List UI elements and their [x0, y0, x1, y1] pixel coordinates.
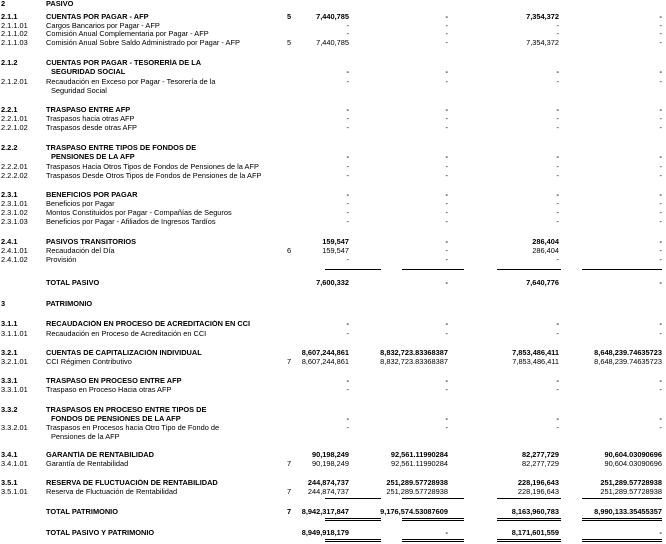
double-underline	[402, 539, 464, 542]
underline	[582, 498, 662, 499]
row-code: 2.1.2.01	[1, 78, 28, 86]
row-v3: -	[556, 163, 559, 171]
row-v2: 251,289.57728938	[386, 479, 448, 487]
row-code: 2.3.1.01	[1, 200, 28, 208]
row-v2: 8,832,723.83368387	[380, 358, 448, 366]
row-v3: -	[556, 200, 559, 208]
row-v3: 82,277,729	[522, 460, 559, 468]
row-v1: 90,198,249	[312, 451, 349, 459]
row-code: 3.4.1.01	[1, 460, 28, 468]
row-v3: -	[556, 218, 559, 226]
row-code: 2.2.1.01	[1, 115, 28, 123]
row-desc: TRASPASOS EN PROCESO ENTRE TIPOS DE	[46, 406, 207, 414]
row-desc: TOTAL PASIVO	[46, 279, 100, 287]
row-desc: TRASPASO ENTRE TIPOS DE FONDOS DE	[46, 144, 197, 152]
row-v4: -	[659, 247, 662, 255]
row-desc: Garantía de Rentabilidad	[46, 460, 129, 468]
double-underline	[497, 518, 561, 521]
table-row	[0, 330, 666, 339]
table-row	[0, 320, 666, 329]
row-code: 2.4.1.02	[1, 256, 28, 264]
row-v2: -	[445, 191, 448, 199]
double-underline	[325, 539, 381, 542]
row-code: 3.2.1.01	[1, 358, 28, 366]
row-v3: -	[556, 115, 559, 123]
row-v1: 8,942,317,847	[301, 508, 349, 516]
table-row	[0, 78, 666, 87]
row-desc: Traspasos en Procesos hacia Otro Tipo de Fondo de	[46, 424, 220, 432]
row-v2: -	[445, 163, 448, 171]
row-code: 3.4.1	[1, 451, 18, 459]
row-v1: -	[346, 22, 349, 30]
row-v3: -	[556, 172, 559, 180]
table-row	[0, 358, 666, 367]
row-v2: -	[445, 68, 448, 76]
double-underline	[497, 539, 561, 542]
table-row	[0, 39, 666, 48]
row-v2: -	[445, 529, 448, 537]
row-note: 7	[287, 508, 292, 516]
table-row	[0, 59, 666, 68]
row-desc: TOTAL PASIVO Y PATRIMONIO	[46, 529, 155, 537]
row-v3: -	[556, 106, 559, 114]
row-desc: Comisión Anual Sobre Saldo Administrado por Pagar - AFP	[46, 39, 240, 47]
row-v4: -	[659, 172, 662, 180]
row-desc: Beneficios por Pagar	[46, 200, 115, 208]
table-row	[0, 406, 666, 415]
table-row	[0, 153, 666, 162]
row-desc: Reserva de Fluctuación de Rentabilidad	[46, 488, 178, 496]
row-v1: -	[346, 330, 349, 338]
row-desc: SEGURIDAD SOCIAL	[51, 68, 126, 76]
row-v2: -	[445, 124, 448, 132]
table-row	[0, 508, 666, 517]
row-desc: TRASPASO ENTRE AFP	[46, 106, 131, 114]
row-v4: -	[659, 377, 662, 385]
row-desc: Traspasos hacia otras AFP	[46, 115, 135, 123]
row-note: 7	[287, 460, 292, 468]
row-v2: -	[445, 256, 448, 264]
row-v4: 8,648,239.74635723	[594, 358, 662, 366]
table-row	[0, 87, 666, 96]
row-code: 2.4.1	[1, 238, 18, 246]
row-desc: CCI Régimen Contributivo	[46, 358, 132, 366]
row-code: 2.2.1	[1, 106, 18, 114]
double-underline	[325, 518, 381, 521]
row-v1: -	[346, 115, 349, 123]
row-desc: Recaudación en Exceso por Pagar - Tesorería de la	[46, 78, 216, 86]
row-v3: -	[556, 256, 559, 264]
row-v3: -	[556, 415, 559, 423]
row-v4: -	[659, 238, 662, 246]
row-note: 5	[287, 13, 292, 21]
underline	[402, 269, 464, 270]
row-desc: BENEFICIOS POR PAGAR	[46, 191, 138, 199]
row-v3: 82,277,729	[522, 451, 559, 459]
table-row	[0, 279, 666, 288]
row-v2: -	[445, 22, 448, 30]
table-row	[0, 424, 666, 433]
row-v4: -	[659, 424, 662, 432]
row-desc: Cargos Bancarios por Pagar - AFP	[46, 22, 160, 30]
row-v3: 7,640,776	[526, 279, 559, 287]
row-v4: -	[659, 529, 662, 537]
row-code: 3.3.1	[1, 377, 18, 385]
row-v2: -	[445, 115, 448, 123]
row-v2: -	[445, 200, 448, 208]
row-code: 3.5.1.01	[1, 488, 28, 496]
row-v4: 251,289.57728938	[600, 488, 662, 496]
table-row	[0, 433, 666, 442]
table-row	[0, 386, 666, 395]
row-desc: Comisión Anual Complementaria por Pagar - AFP	[46, 30, 209, 38]
row-v4: -	[659, 153, 662, 161]
underline	[325, 498, 381, 499]
table-row	[0, 300, 666, 309]
row-v3: -	[556, 424, 559, 432]
row-desc: RESERVA DE FLUCTUACIÓN DE RENTABILIDAD	[46, 479, 218, 487]
row-v1: -	[346, 424, 349, 432]
row-desc: RECAUDACIÓN EN PROCESO DE ACREDITACIÓN EN CCI	[46, 320, 251, 328]
row-v3: 7,354,372	[526, 39, 559, 47]
table-row	[0, 415, 666, 424]
row-v1: 159,547	[322, 238, 349, 246]
row-v4: -	[659, 115, 662, 123]
row-v3: -	[556, 377, 559, 385]
row-v1: -	[346, 200, 349, 208]
table-row	[0, 460, 666, 469]
table-row	[0, 106, 666, 115]
row-code: 3.3.1.01	[1, 386, 28, 394]
row-code: 2.2.1.02	[1, 124, 28, 132]
row-v4: -	[659, 256, 662, 264]
table-row	[0, 172, 666, 181]
row-v1: -	[346, 172, 349, 180]
row-v4: 8,990,133.35455357	[594, 508, 662, 516]
row-v1: -	[346, 415, 349, 423]
row-v1: 8,607,244,861	[301, 349, 349, 357]
row-v2: -	[445, 377, 448, 385]
row-v2: -	[445, 153, 448, 161]
row-desc: Recaudación del Día	[46, 247, 115, 255]
row-code: 2.3.1.02	[1, 209, 28, 217]
double-underline	[582, 539, 662, 542]
row-v1: -	[346, 209, 349, 217]
row-v4: -	[659, 279, 662, 287]
row-desc: Traspasos desde otras AFP	[46, 124, 137, 132]
row-v2: -	[445, 13, 448, 21]
table-row	[0, 115, 666, 124]
row-v3: 8,171,601,559	[511, 529, 559, 537]
row-v2: -	[445, 386, 448, 394]
row-code: 2	[1, 0, 6, 8]
table-row	[0, 124, 666, 133]
double-underline	[582, 518, 662, 521]
row-v1: 7,440,785	[316, 13, 349, 21]
row-note: 6	[287, 247, 292, 255]
row-code: 3.1.1	[1, 320, 18, 328]
row-v3: -	[556, 153, 559, 161]
row-v4: -	[659, 13, 662, 21]
row-v1: -	[346, 106, 349, 114]
row-v4: -	[659, 320, 662, 328]
row-v4: 251,289.57728938	[600, 479, 662, 487]
row-v2: -	[445, 30, 448, 38]
table-row	[0, 529, 666, 538]
row-v1: -	[346, 191, 349, 199]
row-v2: -	[445, 238, 448, 246]
row-desc: PATRIMONIO	[46, 300, 93, 308]
row-v1: 244,874,737	[307, 488, 349, 496]
row-v3: 286,404	[532, 247, 559, 255]
row-v1: -	[346, 386, 349, 394]
row-v1: -	[346, 124, 349, 132]
row-v3: 286,404	[532, 238, 559, 246]
row-v1: -	[346, 218, 349, 226]
table-row	[0, 0, 666, 9]
row-v3: 7,354,372	[526, 13, 559, 21]
underline	[497, 498, 561, 499]
row-v2: -	[445, 172, 448, 180]
row-code: 3.3.2	[1, 406, 18, 414]
table-row	[0, 451, 666, 460]
row-v3: -	[556, 209, 559, 217]
row-v3: 7,853,486,411	[512, 358, 559, 366]
row-desc: Seguridad Social	[51, 87, 107, 95]
row-v3: -	[556, 22, 559, 30]
row-v1: 244,874,737	[307, 479, 349, 487]
row-desc: Recaudación en Proceso de Acreditación en CCI	[46, 330, 207, 338]
row-v1: -	[346, 68, 349, 76]
row-desc: Traspasos Hacia Otros Tipos de Fondos de Pensiones de la AFP	[46, 163, 259, 171]
row-v1: -	[346, 377, 349, 385]
table-row	[0, 200, 666, 209]
row-v3: -	[556, 330, 559, 338]
row-code: 2.1.1.01	[1, 22, 28, 30]
row-code: 2.1.1.02	[1, 30, 28, 38]
row-v4: -	[659, 218, 662, 226]
table-row	[0, 13, 666, 22]
row-desc: CUENTAS POR PAGAR - TESORERÍA DE LA	[46, 59, 202, 67]
row-v4: -	[659, 124, 662, 132]
row-v2: -	[445, 330, 448, 338]
row-v4: -	[659, 68, 662, 76]
row-v1: 8,949,918,179	[301, 529, 349, 537]
row-v4: -	[659, 191, 662, 199]
table-row	[0, 191, 666, 200]
row-code: 2.3.1	[1, 191, 18, 199]
row-desc: Montos Constituidos por Pagar - Compañías de Seguros	[46, 209, 232, 217]
table-row	[0, 68, 666, 77]
row-v1: 90,198,249	[312, 460, 349, 468]
row-v2: -	[445, 279, 448, 287]
row-desc: TOTAL PATRIMONIO	[46, 508, 118, 516]
row-v4: -	[659, 106, 662, 114]
row-v4: -	[659, 163, 662, 171]
row-v4: 90,604.03090696	[604, 460, 662, 468]
row-code: 2.4.1.01	[1, 247, 28, 255]
row-code: 3.3.2.01	[1, 424, 28, 432]
table-row	[0, 479, 666, 488]
row-v2: 8,832,723.83368387	[380, 349, 448, 357]
row-desc: CUENTAS POR PAGAR - AFP	[46, 13, 149, 21]
row-v2: -	[445, 209, 448, 217]
row-v3: -	[556, 78, 559, 86]
row-note: 7	[287, 358, 292, 366]
row-v3: 7,853,486,411	[512, 349, 559, 357]
underline	[582, 269, 662, 270]
row-v2: -	[445, 39, 448, 47]
row-v2: -	[445, 247, 448, 255]
row-v1: 7,600,332	[316, 279, 349, 287]
row-code: 3.5.1	[1, 479, 18, 487]
row-code: 2.2.2.02	[1, 172, 28, 180]
table-row	[0, 218, 666, 227]
underline	[325, 269, 381, 270]
underline	[402, 498, 464, 499]
row-v1: -	[346, 153, 349, 161]
row-code: 2.2.2.01	[1, 163, 28, 171]
row-v4: -	[659, 39, 662, 47]
row-v2: -	[445, 106, 448, 114]
row-v4: -	[659, 78, 662, 86]
row-v1: -	[346, 30, 349, 38]
table-row	[0, 144, 666, 153]
row-v1: 159,547	[322, 247, 349, 255]
row-code: 2.1.2	[1, 59, 18, 67]
row-v2: 251,289.57728938	[386, 488, 448, 496]
row-v4: -	[659, 386, 662, 394]
double-underline	[402, 518, 464, 521]
row-desc: GARANTÍA DE RENTABILIDAD	[46, 451, 154, 459]
row-v3: -	[556, 124, 559, 132]
table-row	[0, 377, 666, 386]
table-row	[0, 209, 666, 218]
table-row	[0, 163, 666, 172]
table-row	[0, 256, 666, 265]
row-desc: Traspasos Desde Otros Tipos de Fondos de Pensiones de la AFP	[46, 172, 262, 180]
row-v4: 8,648,239.74635723	[594, 349, 662, 357]
row-v1: -	[346, 78, 349, 86]
row-v2: -	[445, 320, 448, 328]
table-row	[0, 247, 666, 256]
row-v2: -	[445, 424, 448, 432]
row-v2: 92,561.11990284	[390, 451, 448, 459]
row-code: 3.2.1	[1, 349, 18, 357]
row-code: 3	[1, 300, 6, 308]
row-v2: -	[445, 415, 448, 423]
row-code: 2.1.1	[1, 13, 18, 21]
row-v2: 92,561.11990284	[391, 460, 448, 468]
table-row	[0, 488, 666, 497]
row-v3: -	[556, 386, 559, 394]
row-v3: 228,196,643	[517, 479, 559, 487]
row-v1: 8,607,244,861	[301, 358, 349, 366]
row-v3: 228,196,643	[517, 488, 559, 496]
row-code: 2.1.1.03	[1, 39, 28, 47]
row-v4: -	[659, 30, 662, 38]
table-row	[0, 30, 666, 39]
row-desc: Pensiones de la AFP	[51, 433, 120, 441]
row-v2: -	[445, 218, 448, 226]
row-v3: -	[556, 68, 559, 76]
row-v1: -	[346, 320, 349, 328]
row-v3: 8,163,960,783	[511, 508, 559, 516]
row-desc: Beneficios por Pagar - Afiliados de Ingresos Tardíos	[46, 218, 216, 226]
row-v2: 9,176,574.53087609	[380, 508, 448, 516]
row-note: 7	[287, 488, 292, 496]
row-desc: Traspaso en Proceso Hacia otras AFP	[46, 386, 172, 394]
row-desc: FONDOS DE PENSIONES DE LA AFP	[51, 415, 181, 423]
row-v1: 7,440,785	[316, 39, 349, 47]
row-code: 3.1.1.01	[1, 330, 28, 338]
row-v3: -	[556, 30, 559, 38]
row-v3: -	[556, 191, 559, 199]
row-note: 5	[287, 39, 292, 47]
row-v4: -	[659, 200, 662, 208]
row-code: 2.3.1.03	[1, 218, 28, 226]
row-code: 2.2.2	[1, 144, 18, 152]
row-desc: Provisión	[46, 256, 77, 264]
row-v4: -	[659, 209, 662, 217]
table-row	[0, 238, 666, 247]
row-v1: -	[346, 256, 349, 264]
underline	[497, 269, 561, 270]
row-v2: -	[445, 78, 448, 86]
table-row	[0, 349, 666, 358]
row-desc: TRASPASO EN PROCESO ENTRE AFP	[46, 377, 182, 385]
row-desc: PASIVOS TRANSITORIOS	[46, 238, 137, 246]
row-v4: 90,604.03090696	[604, 451, 662, 459]
row-v4: -	[659, 415, 662, 423]
row-v1: -	[346, 163, 349, 171]
row-v3: -	[556, 320, 559, 328]
row-desc: CUENTAS DE CAPITALIZACIÓN INDIVIDUAL	[46, 349, 202, 357]
row-desc: PENSIONES DE LA AFP	[51, 153, 135, 161]
row-v4: -	[659, 22, 662, 30]
row-v4: -	[659, 330, 662, 338]
row-desc: PASIVO	[46, 0, 74, 8]
